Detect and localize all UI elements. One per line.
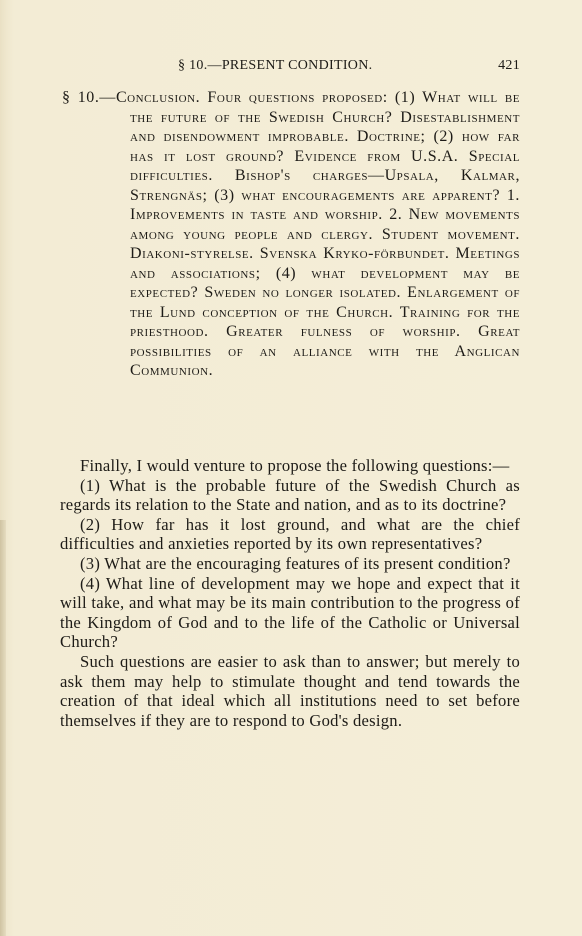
summary-text: Conclusion. Four questions proposed: (1) What will be the future of the Swedish Church? Disestablishment and disendowment improbable. Doctrine; (2) how far has it lost ground? Evidence from U.S.A. Special difficulties. Bishop's charges—Upsala, Kalmar, Strengnäs; (3) what encouragements are apparent? 1. Improvements in taste and worship. 2. New movements among young people and clergy. Student movement. Diakoni-styrelse. Svenska Kryko-förbundet. Meetings and associations; (4) what development may be expected? Sweden no longer isolated. Enlargement of the Lund conception of the Church. Training for the priesthood. Greater fulness of worship. Great possibilities of an alliance with the Anglican Communion. [115, 89, 520, 379]
running-head-title [178, 58, 372, 74]
paragraph-closing: Such questions are easier to ask than to answer; but merely to ask them may help to stimulate thought and tend towards the creation of that ideal which all institutions need to set before themselves if they are to respond to God's design. [60, 651, 520, 730]
paragraph-question-1: (1) What is the probable future of the Swedish Church as regards its relation to the State and nation, and as to its doctrine? [60, 475, 520, 515]
page-number: 421 [498, 58, 520, 73]
paragraph-question-2: (2) How far has it lost ground, and what are the chief difficulties and anxieties reported by its own representatives? [60, 514, 520, 554]
running-head-section: § 10.— [178, 58, 222, 73]
paragraph-question-3: (3) What are the encouraging features of its present condition? [80, 553, 511, 573]
running-head [60, 58, 520, 80]
paragraph-intro: Finally, I would venture to propose the following questions:— [80, 456, 510, 475]
running-head-title-text: PRESENT CONDITION. [221, 58, 373, 73]
summary-section-number: § 10.— [62, 89, 116, 106]
section-summary [62, 88, 520, 381]
paragraph-question-4: (4) What line of development may we hope and expect that it will take, and what may be its main contribution to the progress of the Kingdom of God and to the life of the Catholic or Universal Church? [60, 573, 520, 652]
page-gutter-shadow [0, 520, 6, 936]
body-text [60, 456, 520, 730]
